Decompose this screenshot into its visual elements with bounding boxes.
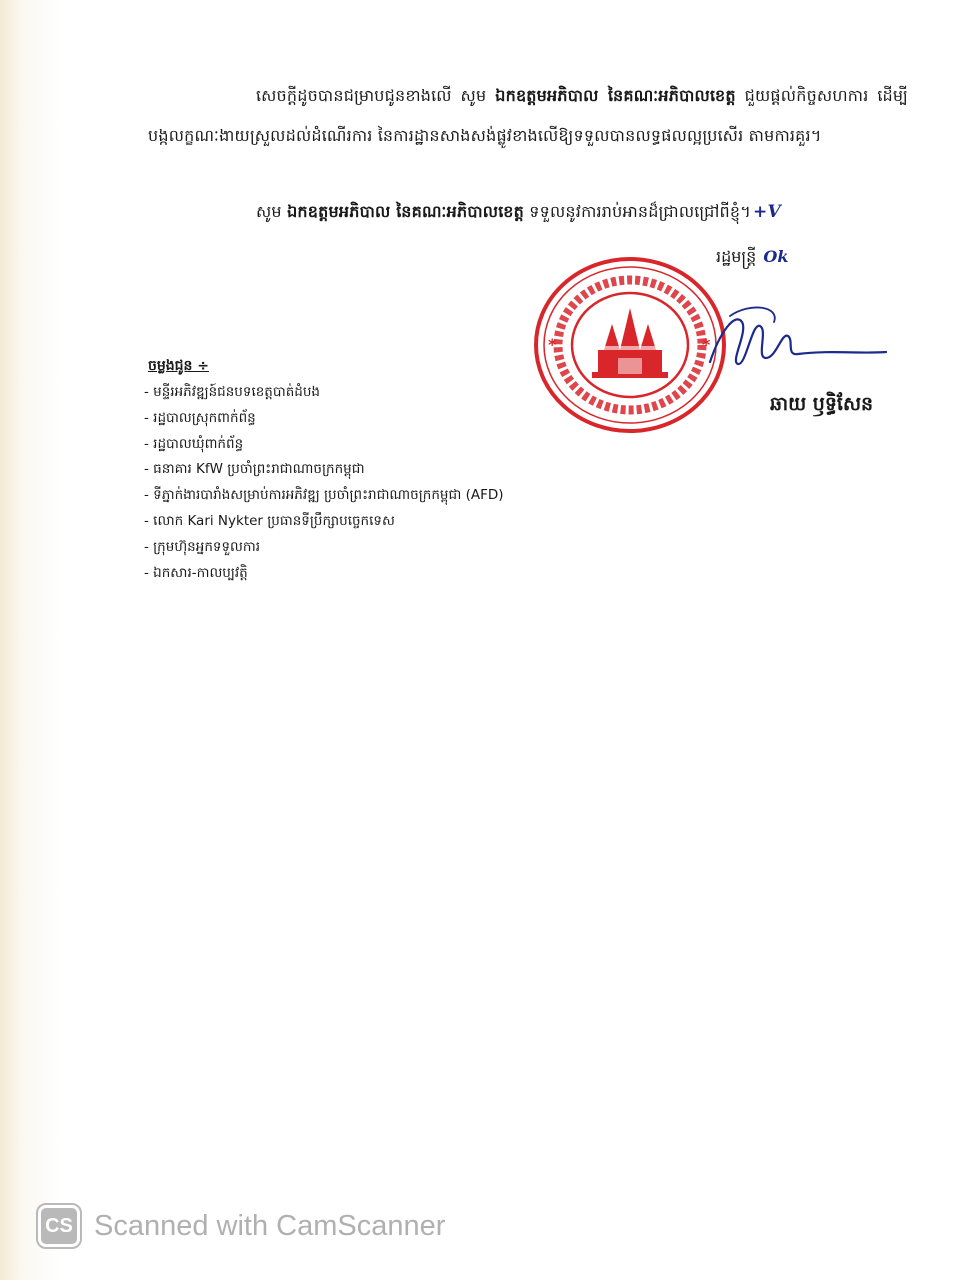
recipients-list [144, 380, 504, 586]
recipient-item: - រដ្ឋបាលស្រុកពាក់ព័ន្ធ [144, 409, 256, 426]
svg-text:*: * [702, 335, 711, 354]
recipient-item: - ទីភ្នាក់ងារបារាំងសម្រាប់ការអភិវឌ្ឍ ប្រចាំព្រះរាជាណាចក្រកម្ពុជា (AFD) [144, 487, 504, 504]
camscanner-watermark [38, 1204, 445, 1248]
svg-text:*: * [548, 335, 557, 354]
recipient-item: - ឯកសារ-កាលប្បវត្តិ [144, 564, 248, 581]
recipient-item: - ក្រុមហ៊ុនអ្នកទទួលការ [144, 538, 261, 555]
respect-paragraph [256, 192, 906, 232]
para2-rest-text: ទទួលនូវការរាប់អានដ៏ជ្រាលជ្រៅពីខ្ញុំ។ [524, 202, 752, 221]
recipient-item: - ធនាគារ KfW ប្រចាំព្រះរាជាណាចក្រកម្ពុជា [144, 461, 365, 478]
para1-lead-text: សេចក្តីដូចបានជម្រាបជូនខាងលើ សូម [256, 86, 496, 105]
signer-name: ឆាយ ឫទ្ធិសែន [770, 393, 874, 415]
para2-governor-title: ឯកឧត្តមអភិបាល នៃគណៈអភិបាលខេត្ត [287, 202, 524, 221]
minister-signature [690, 292, 890, 382]
para2-lead-text: សូម [256, 202, 288, 221]
para1-rest-text: ជួយផ្តល់កិច្ចសហការ ដើម្បីបង្កលក្ខណៈងាយស្រួលដល់ដំណើរការ នៃការដ្ឋានសាងសង់ផ្លូវខាងលើឱ្យទទួលបានលទ្ធផលល្អប្រសើរ តាមការគួរ។ [148, 86, 908, 145]
minister-initials: Ok [763, 247, 789, 266]
camscanner-text: Scanned with CamScanner [94, 1209, 446, 1242]
recipient-item: - លោក Kari Nykter ប្រធានទីប្រឹក្សាបច្ចេកទេស [144, 512, 395, 529]
para1-governor-title: ឯកឧត្តមអភិបាល នៃគណៈអភិបាលខេត្ត [495, 86, 736, 105]
recipients-heading: ចម្លងជូន ÷ [148, 358, 210, 374]
closing-request-paragraph [148, 76, 908, 156]
handwritten-initials: +V [753, 202, 781, 222]
angkor-temple-emblem [592, 308, 668, 378]
camscanner-logo-icon: CS [38, 1205, 80, 1247]
recipient-item: - រដ្ឋបាលឃុំពាក់ព័ន្ធ [144, 435, 244, 452]
minister-role-text: រដ្ឋមន្ត្រី [716, 247, 757, 266]
recipient-item: - មន្ទីរអភិវឌ្ឍន៍ជនបទខេត្តបាត់ដំបង [144, 384, 321, 400]
